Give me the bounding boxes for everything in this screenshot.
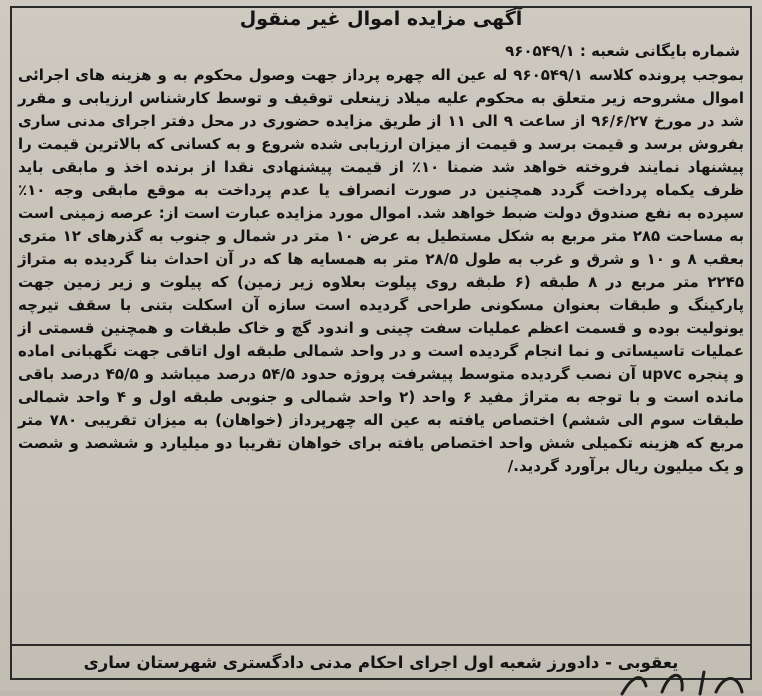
handwritten-mark-icon bbox=[612, 666, 752, 696]
archive-number: شماره بایگانی شعبه : ۹۶۰۵۴۹/۱ bbox=[505, 42, 740, 60]
notice-title: آگهی مزایده اموال غیر منقول bbox=[239, 8, 523, 30]
body-paragraph: بموجب پرونده کلاسه ۹۶۰۵۴۹/۱ له عین اله چهره پرداز جهت وصول محکوم به و هزینه های اجرائی اموال مشروحه زیر متعلق به محکوم علیه میلاد زینعلی توقیف و توسط کارشناس ارزیابی و مقرر شد در مورخ ۹۶/۶/۲۷ از ساعت ۹ الی ۱۱ از طریق مزایده حضوری در محل دفتر اجرای مدنی ساری بفروش برسد و قیمت برسد و قیمت از میزان ارزیابی شده شروع و به کسانی که بالاترین قیمت را پیشنهاد نمایند فروخته خواهد شد ضمنا ۱۰٪ از قیمت پیشنهادی نقدا از برنده اخذ و مابقی باید ظرف یکماه پرداخت گردد همچنین در صورت انصراف یا عدم پرداخت به موقع مابقی وجه ۱۰٪ سپرده به نفع صندوق دولت ضبط خواهد شد. اموال مورد مزایده عبارت است از: عرصه زمینی است به مساحت ۲۸۵ متر مربع به شکل مستطیل به عرض ۱۰ متر در شمال و جنوب به گذرهای ۱۲ متری بعقب ۸ و ۱۰ و شرق و غرب به طول ۲۸/۵ متر به همسایه ها که در آن احداث بنا گردیده به متراژ ۲۲۴۵ متر مربع در ۸ طبقه (۶ طبقه روی پیلوت بعلاوه زیر زمین) که پیلوت و زیر زمین جهت پارکینگ و طبقات بعنوان مسکونی طراحی گردیده است سازه آن اسکلت بتنی با سقف تیرچه یونولیت بوده و قسمت اعظم عملیات سفت چینی و اندود گچ و خاک طبقات و همچنین قسمتی از عملیات تاسیساتی و نما انجام گردیده است و در واحد شمالی طبقه اول اتاقی جهت نگهبانی اماده و پنجره upvc آن نصب گردیده متوسط پیشرفت پروژه حدود ۵۴/۵ درصد میباشد و ۴۵/۵ درصد باقی مانده است و با توجه به متراژ مفید ۶ واحد (۲ واحد شمالی و جنوبی طبقه اول و ۴ واحد شمالی طبقات سوم الی ششم) اختصاص یافته به عین اله چهرپرداز (خواهان) به میزان تقریبی ۷۸۰ متر مربع که هزینه تکمیلی شش واحد اختصاص یافته برای خواهان تقریبا دو میلیارد و ششصد و شصت و یک میلیون ریال برآورد گردید./ bbox=[18, 66, 745, 475]
signature-line: یعقوبی - دادورز شعبه اول اجرای احکام مدنی دادگستری شهرستان ساری bbox=[83, 653, 679, 672]
divider bbox=[10, 644, 752, 646]
notice-body bbox=[18, 64, 744, 478]
